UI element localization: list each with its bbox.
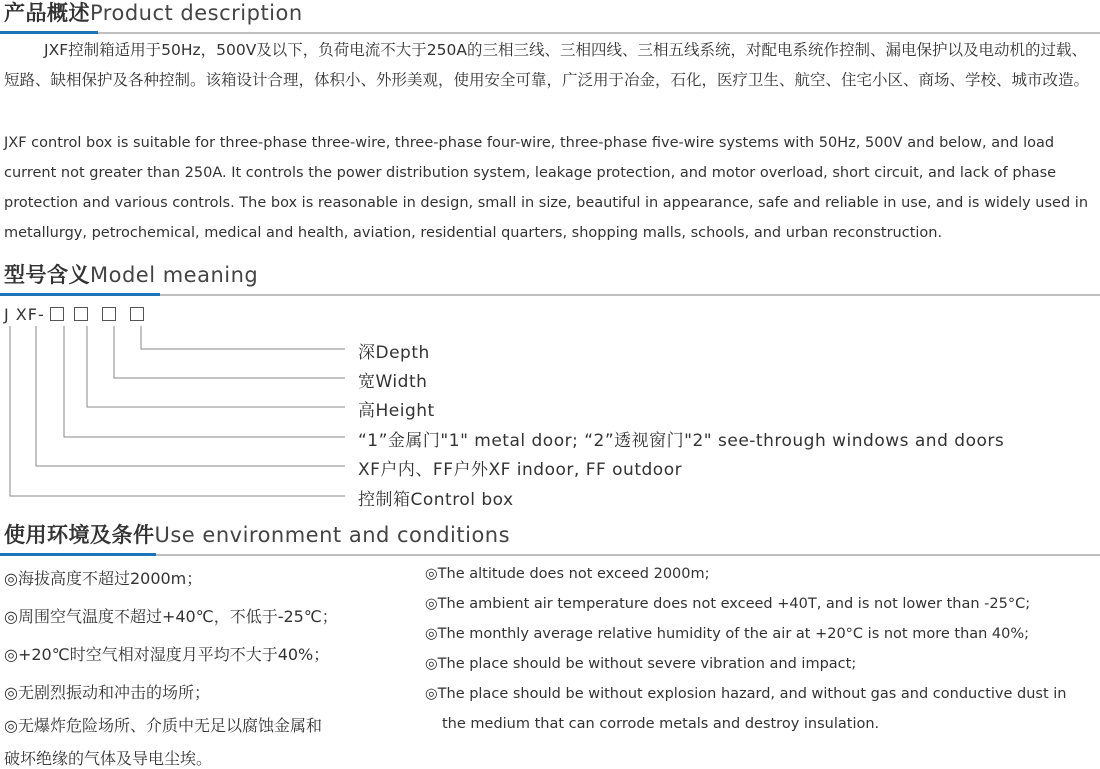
code-slot-4 [130, 307, 144, 321]
section-title-cn: 型号含义 [4, 263, 90, 287]
list-item: ◎+20℃时空气相对湿度月平均不大于40%； [4, 645, 330, 664]
section-title-cn: 使用环境及条件 [4, 523, 155, 547]
divider [0, 294, 1100, 296]
leader-line-door [64, 326, 345, 437]
list-item: ◎The ambient air temperature does not exceed +40T, and is not lower than -25°C; [425, 596, 1031, 612]
divider-accent [0, 553, 156, 556]
section-title-en: Use environment and conditions [154, 523, 511, 547]
legend-width: 宽Width [358, 372, 428, 392]
section-header-product [0, 0, 1100, 34]
code-slot-2 [74, 307, 88, 321]
section-header-env [0, 522, 1100, 556]
code-slot-1 [50, 307, 64, 321]
section-title-env [4, 522, 510, 548]
product-description-en: JXF control box is suitable for three-phase three-wire, three-phase four-wire, three-phase five-wire systems with 50Hz, 500V and below, and load current not greater than 250A. It controls the power distribution system, leakage protection, and motor overload, short circuit, and lack of phase protection and various controls. The box is reasonable in design, small in size, beautiful in appearance, safe and reliable in use, and is widely used in metallurgy, petrochemical, medical and health, aviation, residential quarters, shopping malls, schools, and urban reconstruction. [4, 135, 1089, 241]
leader-line-height [87, 326, 345, 407]
section-header-model [0, 262, 1100, 296]
legend-depth: 深Depth [358, 343, 430, 363]
legend-location: XF户内、FF户外XF indoor, FF outdoor [358, 460, 683, 480]
list-item: ◎The altitude does not exceed 2000m; [425, 566, 710, 582]
leader-line-control-box [10, 326, 345, 496]
leader-line-location [36, 326, 345, 466]
list-item: ◎无爆炸危险场所、介质中无足以腐蚀金属和 [4, 716, 322, 735]
section-title-en: Model meaning [90, 263, 259, 287]
legend-door: “1”金属门"1" metal door; “2”透视窗门"2" see-through windows and doors [358, 431, 1005, 451]
list-item: ◎周围空气温度不超过+40℃，不低于-25℃； [4, 607, 338, 626]
section-title-cn: 产品概述 [4, 1, 90, 25]
divider-accent [0, 293, 160, 296]
model-code-prefix: J XF- [4, 305, 45, 324]
section-title-product [4, 0, 303, 26]
section-title-en: Product description [90, 1, 303, 25]
section-title-model [4, 262, 258, 288]
list-item: 破坏绝缘的气体及导电尘埃。 [4, 749, 213, 768]
legend-control-box: 控制箱Control box [358, 490, 514, 510]
legend-height: 高Height [358, 401, 435, 421]
divider-accent [0, 31, 98, 34]
list-item: the medium that can corrode metals and destroy insulation. [442, 716, 880, 732]
code-slot-3 [102, 307, 116, 321]
list-item: ◎The monthly average relative humidity of the air at +20°C is not more than 40%; [425, 626, 1030, 642]
list-item: ◎The place should be without explosion hazard, and without gas and conductive dust in [425, 686, 1067, 702]
list-item: ◎无剧烈振动和冲击的场所； [4, 683, 210, 702]
list-item: ◎海拔高度不超过2000m； [4, 569, 203, 588]
product-description-cn: JXF控制箱适用于50Hz，500V及以下，负荷电流不大于250A的三相三线、三相四线、三相五线系统，对配电系统作控制、漏电保护以及电动机的过载、短路、缺相保护及各种控制。该箱设计合理，体积小、外形美观，使用安全可靠，广泛用于冶金，石化，医疗卫生、航空、住宅小区、商场、学校、城市改造。 [4, 41, 1090, 89]
divider [0, 32, 1100, 34]
divider [0, 554, 1100, 556]
leader-line-depth [141, 326, 345, 349]
leader-line-width [114, 326, 345, 378]
list-item: ◎The place should be without severe vibration and impact; [425, 656, 857, 672]
model-code [4, 305, 149, 324]
